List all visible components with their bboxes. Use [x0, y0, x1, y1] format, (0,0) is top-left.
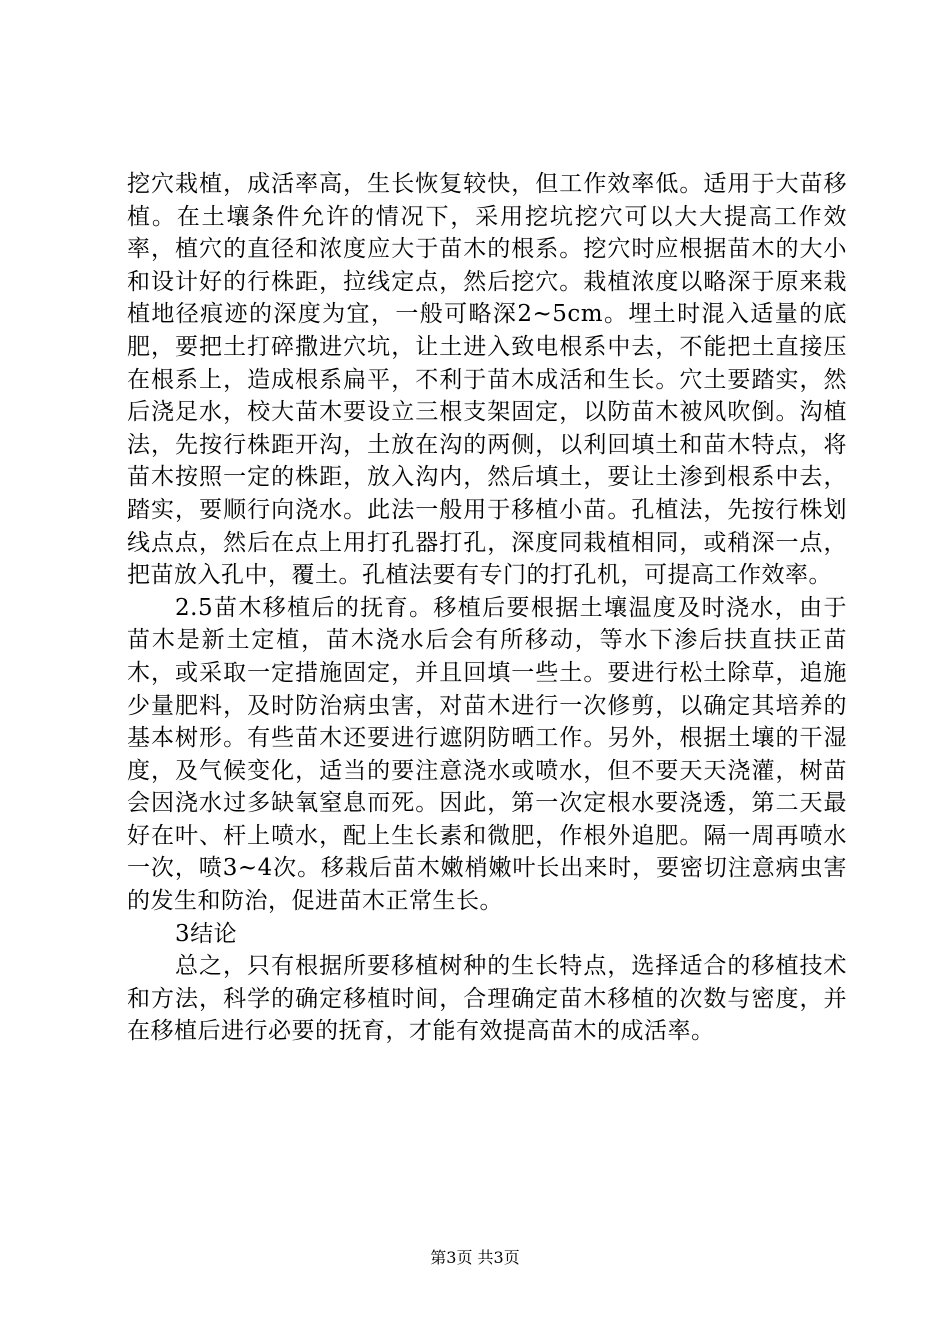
section-heading-conclusion: 3结论	[175, 920, 238, 947]
page-footer: 第3页 共3页	[430, 1248, 520, 1267]
document-body	[127, 168, 847, 1048]
paragraph-post-transplant-care: 2.5苗木移植后的抚育。移植后要根据土壤温度及时浇水，由于苗木是新土定植，苗木浇水后会有所移动，等水下渗后扶直扶正苗木，或采取一定措施固定，并且回填一些土。要进行松土除草，追施少量肥料，及时防治病虫害，对苗木进行一次修剪，以确定其培养的基本树形。有些苗木还要进行遮阴防晒工作。另外，根据土壤的干湿度，及气候变化，适当的要注意浇水或喷水，但不要天天浇灌，树苗会因浇水过多缺氧窒息而死。因此，第一次定根水要浇透，第二天最好在叶、杆上喷水，配上生长素和微肥，作根外追肥。隔一周再喷水一次，喷3~4次。移栽后苗木嫩梢嫩叶长出来时，要密切注意病虫害的发生和防治，促进苗木正常生长。	[127, 594, 847, 915]
paragraph-planting-methods: 挖穴栽植，成活率高，生长恢复较快，但工作效率低。适用于大苗移植。在土壤条件允许的情况下，采用挖坑挖穴可以大大提高工作效率，植穴的直径和浓度应大于苗木的根系。挖穴时应根据苗木的大小和设计好的行株距，拉线定点，然后挖穴。栽植浓度以略深于原来栽植地径痕迹的深度为宜，一般可略深2~5cm。埋土时混入适量的底肥，要把土打碎撒进穴坑，让土进入致电根系中去，不能把土直接压在根系上，造成根系扁平，不利于苗木成活和生长。穴土要踏实，然后浇足水，校大苗木要设立三根支架固定，以防苗木被风吹倒。沟植法，先按行株距开沟，土放在沟的两侧，以利回填土和苗木特点，将苗木按照一定的株距，放入沟内，然后填土，要让土渗到根系中去，踏实，要顺行向浇水。此法一般用于移植小苗。孔植法，先按行株划线点点，然后在点上用打孔器打孔，深度同栽植相同，或稍深一点，把苗放入孔中，覆土。孔植法要有专门的打孔机，可提高工作效率。	[127, 171, 847, 589]
paragraph-conclusion: 总之，只有根据所要移植树种的生长特点，选择适合的移植技术和方法，科学的确定移植时间，合理确定苗木移植的次数与密度，并在移植后进行必要的抚育，才能有效提高苗木的成活率。	[127, 953, 847, 1045]
